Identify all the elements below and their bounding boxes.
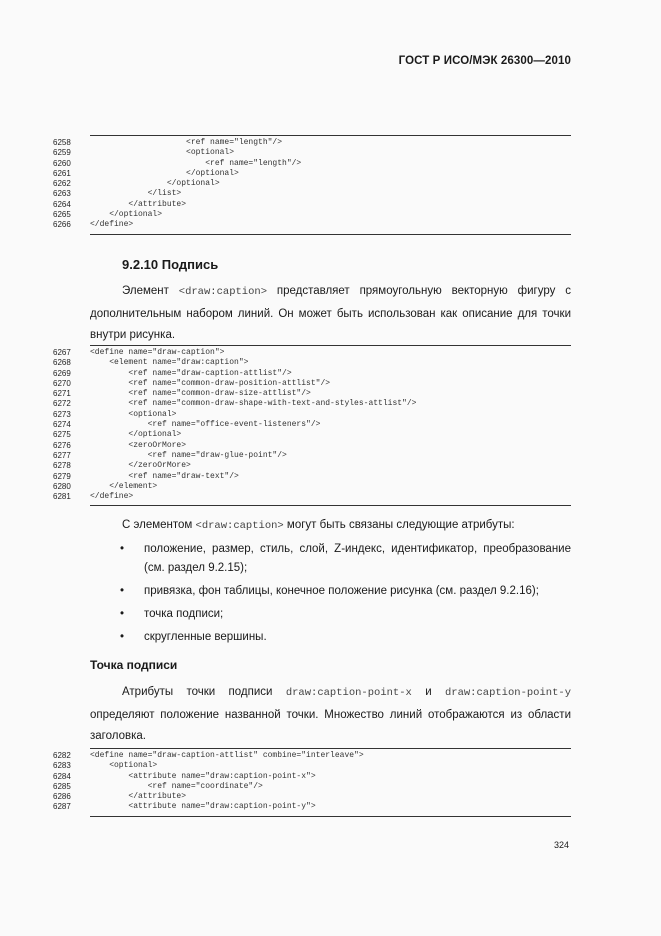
code-block-3 (53, 748, 571, 817)
line-number: 6262 (53, 179, 71, 189)
code-line (53, 471, 571, 482)
paragraph-3-attr2: draw:caption-point-y (444, 687, 571, 699)
paragraph-2 (90, 515, 571, 538)
code-text: </attribute> (90, 792, 187, 802)
code-text: <ref name="common-draw-size-attlist"/> (90, 389, 311, 399)
code-line (53, 168, 571, 179)
code-text: <ref name="office-event-listeners"/> (90, 420, 321, 430)
code-text: <optional> (90, 148, 235, 158)
code-line (53, 138, 571, 148)
code-text: </optional> (90, 430, 182, 440)
code-text: </element> (90, 481, 158, 491)
line-number: 6285 (53, 781, 71, 791)
page-number: 324 (553, 840, 569, 850)
code-line (53, 751, 571, 761)
line-number: 6266 (53, 220, 71, 230)
code-line (53, 189, 571, 199)
line-number: 6271 (53, 389, 71, 399)
code-line (53, 771, 571, 782)
attribute-list (90, 540, 571, 651)
code-text: <ref name="draw-glue-point"/> (90, 450, 287, 460)
code-line (53, 199, 571, 210)
code-line (53, 148, 571, 158)
line-number: 6278 (53, 461, 71, 471)
line-number: 6279 (53, 471, 71, 481)
line-number: 6276 (53, 440, 71, 450)
subheading: Точка подписи (90, 658, 178, 672)
list-item: • точка подписи; (120, 608, 224, 620)
code-text: <ref name="common-draw-shape-with-text-and-styles-attlist"/> (90, 399, 417, 409)
code-block-2 (53, 345, 571, 506)
code-line (53, 348, 571, 358)
code-text: </list> (90, 189, 182, 199)
line-number: 6272 (53, 399, 71, 409)
line-number: 6281 (53, 492, 71, 502)
list-item: • скругленные вершины. (120, 631, 267, 643)
code-text: <define name="draw-caption"> (90, 348, 225, 357)
code-line (53, 378, 571, 389)
line-number: 6275 (53, 430, 71, 440)
code-text: <ref name="coordinate"/> (90, 781, 263, 791)
code-text: <attribute name="draw:caption-point-x"> (90, 771, 316, 781)
document-header: ГОСТ Р ИСО/МЭК 26300—2010 (398, 55, 571, 67)
code-line (53, 802, 571, 812)
list-item: • положение, размер, стиль, слой, Z-индекс, идентификатор, преобразование (см. раздел 9.2.15); (120, 543, 571, 574)
code-line (53, 481, 571, 492)
code-text: </optional> (90, 179, 220, 189)
code-text: <optional> (90, 761, 158, 771)
paragraph-1-post: представляет прямоугольную векторную фигуру с дополнительным набором линий. Он может быть использован как описание для точки внутри рисунка. (90, 285, 571, 341)
paragraph-1-pre: Элемент (122, 285, 179, 297)
code-line (53, 399, 571, 409)
code-line (53, 420, 571, 430)
code-line (53, 440, 571, 451)
code-line (53, 358, 571, 368)
paragraph-1 (90, 281, 571, 347)
code-line (53, 389, 571, 399)
code-text: <ref name="common-draw-position-attlist"/> (90, 378, 331, 388)
code-line (53, 450, 571, 461)
code-text: <optional> (90, 409, 177, 419)
code-text: <define name="draw-caption-attlist" combine="interleave"> (90, 751, 364, 760)
line-number: 6268 (53, 358, 71, 368)
line-number: 6267 (53, 348, 71, 357)
paragraph-2-tag: <draw:caption> (195, 520, 284, 532)
code-text: <element name="draw:caption"> (90, 358, 249, 368)
section-title: 9.2.10 Подпись (122, 257, 219, 272)
code-text: <ref name="length"/> (90, 158, 302, 168)
code-text: <ref name="draw-text"/> (90, 471, 239, 481)
paragraph-3-post: определяют положение названной точки. Множество линий отображаются из области заголовка. (90, 708, 571, 742)
line-number: 6264 (53, 199, 71, 209)
line-number: 6284 (53, 771, 71, 781)
paragraph-3-pre: Атрибуты точки подписи (122, 686, 286, 698)
code-line (53, 461, 571, 471)
list-item: • привязка, фон таблицы, конечное положение рисунка (см. раздел 9.2.16); (120, 585, 539, 597)
code-text: <ref name="length"/> (90, 138, 283, 147)
code-line (53, 430, 571, 440)
code-text: </attribute> (90, 199, 187, 209)
code-text: </optional> (90, 210, 163, 220)
code-line (53, 158, 571, 169)
line-number: 6270 (53, 378, 71, 388)
line-number: 6283 (53, 761, 71, 771)
line-number: 6263 (53, 189, 71, 199)
line-number: 6286 (53, 792, 71, 802)
code-line (53, 210, 571, 220)
line-number: 6260 (53, 158, 71, 168)
line-number: 6280 (53, 481, 71, 491)
code-line (53, 179, 571, 189)
line-number: 6287 (53, 802, 71, 812)
line-number: 6282 (53, 751, 71, 760)
code-text: </define> (90, 220, 134, 230)
code-text: <zeroOrMore> (90, 440, 187, 450)
paragraph-1-tag: <draw:caption> (178, 286, 267, 298)
paragraph-3-attr1: draw:caption-point-x (285, 687, 412, 699)
code-line (53, 368, 571, 379)
line-number: 6261 (53, 168, 71, 178)
code-text: </define> (90, 492, 134, 502)
paragraph-3-mid: и (411, 686, 445, 698)
code-line (53, 781, 571, 792)
paragraph-2-post: могут быть связаны следующие атрибуты: (283, 519, 515, 531)
code-block-1 (53, 135, 571, 235)
line-number: 6274 (53, 420, 71, 430)
code-text: <ref name="draw-caption-attlist"/> (90, 368, 292, 378)
code-line (53, 409, 571, 420)
paragraph-2-pre: С элементом (122, 519, 196, 531)
line-number: 6258 (53, 138, 71, 147)
line-number: 6259 (53, 148, 71, 158)
code-text: </optional> (90, 168, 239, 178)
line-number: 6273 (53, 409, 71, 419)
code-line (53, 792, 571, 802)
code-text: <attribute name="draw:caption-point-y"> (90, 802, 316, 812)
code-line (53, 220, 571, 230)
line-number: 6277 (53, 450, 71, 460)
paragraph-3 (90, 682, 571, 748)
code-text: </zeroOrMore> (90, 461, 191, 471)
code-line (53, 761, 571, 771)
line-number: 6269 (53, 368, 71, 378)
code-line (53, 492, 571, 502)
line-number: 6265 (53, 210, 71, 220)
